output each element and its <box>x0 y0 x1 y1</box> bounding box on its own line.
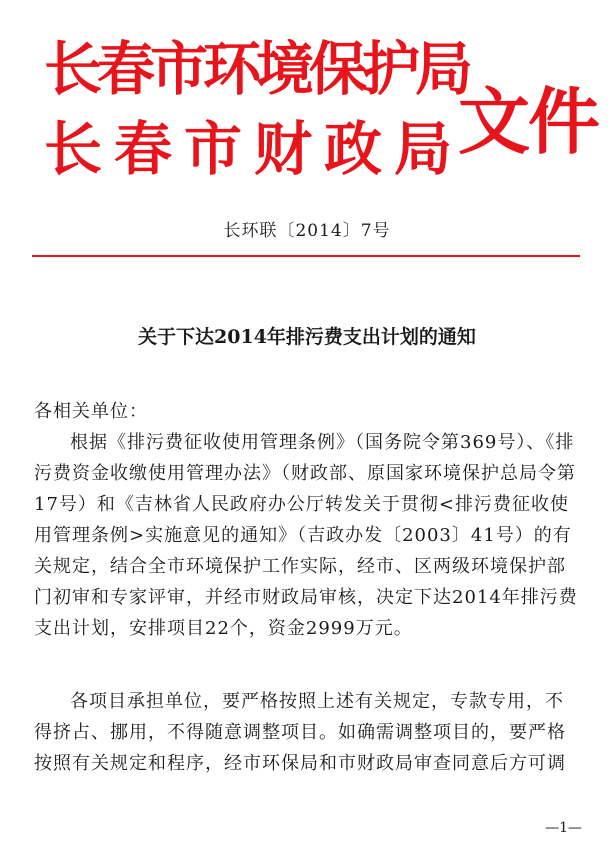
issuer-finance-bureau: 长春市财政局 <box>44 115 465 183</box>
body-paragraph: 各项目承担单位，要严格按照上述有关规定，专款专用，不得挤占、挪用，不得随意调整项目。如确需调整项目的，要严格按照有关规定和程序，经市环保局和市财政局审查同意后方可调 <box>34 691 566 774</box>
salutation: 各相关单位： <box>34 401 148 422</box>
body-paragraph: 根据《排污费征收使用管理条例》（国务院令第369号）、《排污费资金收缴使用管理办法》（财政部、原国家环境保护总局令第17号）和《吉林省人民政府办公厅转发关于贯彻<排污费征收使用管理条例>实施意见的通知》（吉政办发〔2003〕41号）的有关规定，结合全市环境保护工作实际，经市、区两级环境保护部门初审和专家评审，并经市财政局审核，决定下达2014年排污费支出计划，安排项目22个，资金2999万元。 <box>34 432 578 639</box>
page-title: 关于下达2014年排污费支出计划的通知 <box>138 326 476 348</box>
issuer-environment-bureau: 长春市环境保护局 <box>44 35 469 103</box>
document-number: 长环联〔2014〕7号 <box>223 221 391 241</box>
document-type-label: 文件 <box>458 80 599 164</box>
red-divider <box>32 255 580 257</box>
page-number: —1— <box>545 820 582 836</box>
